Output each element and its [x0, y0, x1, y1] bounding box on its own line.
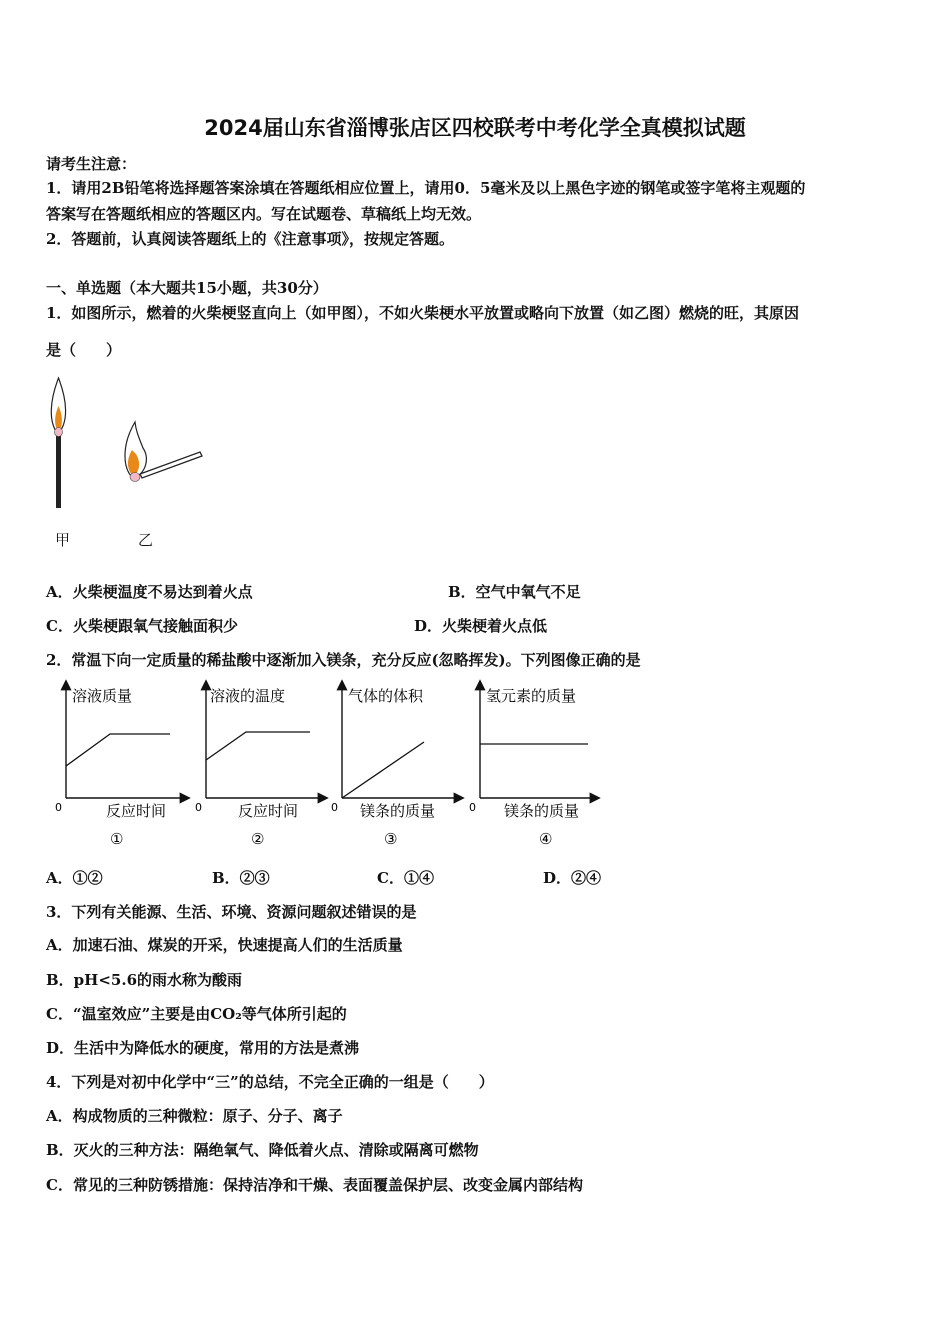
- q1-option-a: A．火柴梗温度不易达到着火点: [46, 583, 253, 601]
- q3-stem: 3．下列有关能源、生活、环境、资源问题叙述错误的是: [46, 903, 417, 921]
- q2-stem: 2．常温下向一定质量的稀盐酸中逐渐加入镁条，充分反应(忽略挥发)。下列图像正确的是: [46, 651, 641, 669]
- q1-stem-line-1: 1．如图所示，燃着的火柴梗竖直向上（如甲图），不如火柴梗水平放置或略向下放置（如乙图）燃烧的旺，其原因: [46, 304, 799, 322]
- notice-line-3: 2．答题前，认真阅读答题纸上的《注意事项》，按规定答题。: [46, 230, 454, 248]
- graph-3-number: ③: [384, 830, 398, 848]
- q4-stem: 4．下列是对初中化学中“三”的总结，不完全正确的一组是（ ）: [46, 1073, 494, 1091]
- graph-4-ylabel: 氢元素的质量: [486, 687, 577, 705]
- q3-option-d: D．生活中为降低水的硬度，常用的方法是煮沸: [46, 1039, 360, 1057]
- notice-heading: 请考生注意：: [46, 155, 137, 173]
- q3-option-c: C．“温室效应”主要是由CO₂等气体所引起的: [46, 1005, 347, 1023]
- graph-1-origin: 0: [55, 801, 62, 814]
- graph-2-origin: 0: [195, 801, 202, 814]
- match-figure: [36, 370, 216, 520]
- section-heading: 一、单选题（本大题共15小题，共30分）: [46, 279, 328, 297]
- graph-1-number: ①: [110, 830, 124, 848]
- q3-option-b: B．pH<5.6的雨水称为酸雨: [46, 971, 243, 989]
- graph-4-number: ④: [539, 830, 553, 848]
- q4-option-c: C．常见的三种防锈措施：保持洁净和干燥、表面覆盖保护层、改变金属内部结构: [46, 1176, 583, 1194]
- graph-1-ylabel: 溶液质量: [72, 687, 133, 705]
- q3-option-a: A．加速石油、煤炭的开采，快速提高人们的生活质量: [46, 936, 403, 954]
- match-tilted-figure: [125, 422, 202, 482]
- q2-graphs: [40, 676, 610, 856]
- q2-option-b: B．②③: [212, 869, 270, 887]
- notice-line-1: 1．请用2B铅笔将选择题答案涂填在答题纸相应位置上，请用0．5毫米及以上黑色字迹的钢笔或签字笔将主观题的: [46, 179, 806, 197]
- q1-option-d: D．火柴梗着火点低: [414, 617, 548, 635]
- notice-line-2: 答案写在答题纸相应的答题区内。写在试题卷、草稿纸上均无效。: [46, 205, 482, 223]
- graph-3: [331, 682, 462, 848]
- graph-1-xlabel: 反应时间: [106, 802, 167, 820]
- q1-stem-line-2: 是（ ）: [46, 341, 122, 359]
- q2-option-c: C．①④: [377, 869, 434, 887]
- q2-option-a: A．①②: [46, 869, 103, 887]
- figure-label-jia: 甲: [55, 531, 71, 549]
- page-title: 2024届山东省淄博张店区四校联考中考化学全真模拟试题: [204, 116, 746, 140]
- graph-4-xlabel: 镁条的质量: [504, 802, 580, 820]
- graph-3-xlabel: 镁条的质量: [360, 802, 436, 820]
- q1-option-b: B．空气中氧气不足: [448, 583, 581, 601]
- graph-3-origin: 0: [331, 801, 338, 814]
- match-vertical-figure: [51, 378, 65, 508]
- q2-option-d: D．②④: [543, 869, 602, 887]
- figure-label-yi: 乙: [138, 531, 154, 549]
- graph-2-curve: [206, 732, 310, 760]
- graph-2: [195, 682, 326, 848]
- q4-option-b: B．灭火的三种方法：隔绝氧气、降低着火点、清除或隔离可燃物: [46, 1141, 479, 1159]
- graph-2-number: ②: [251, 830, 265, 848]
- graph-2-xlabel: 反应时间: [238, 802, 299, 820]
- graph-1: [55, 682, 188, 848]
- graph-1-curve: [66, 734, 170, 766]
- q4-option-a: A．构成物质的三种微粒：原子、分子、离子: [46, 1107, 343, 1125]
- graph-4-origin: 0: [469, 801, 476, 814]
- graph-4: [469, 682, 598, 848]
- graph-3-curve: [342, 742, 424, 798]
- graph-3-ylabel: 气体的体积: [348, 687, 424, 705]
- q1-option-c: C．火柴梗跟氧气接触面积少: [46, 617, 238, 635]
- graph-2-ylabel: 溶液的温度: [210, 687, 286, 705]
